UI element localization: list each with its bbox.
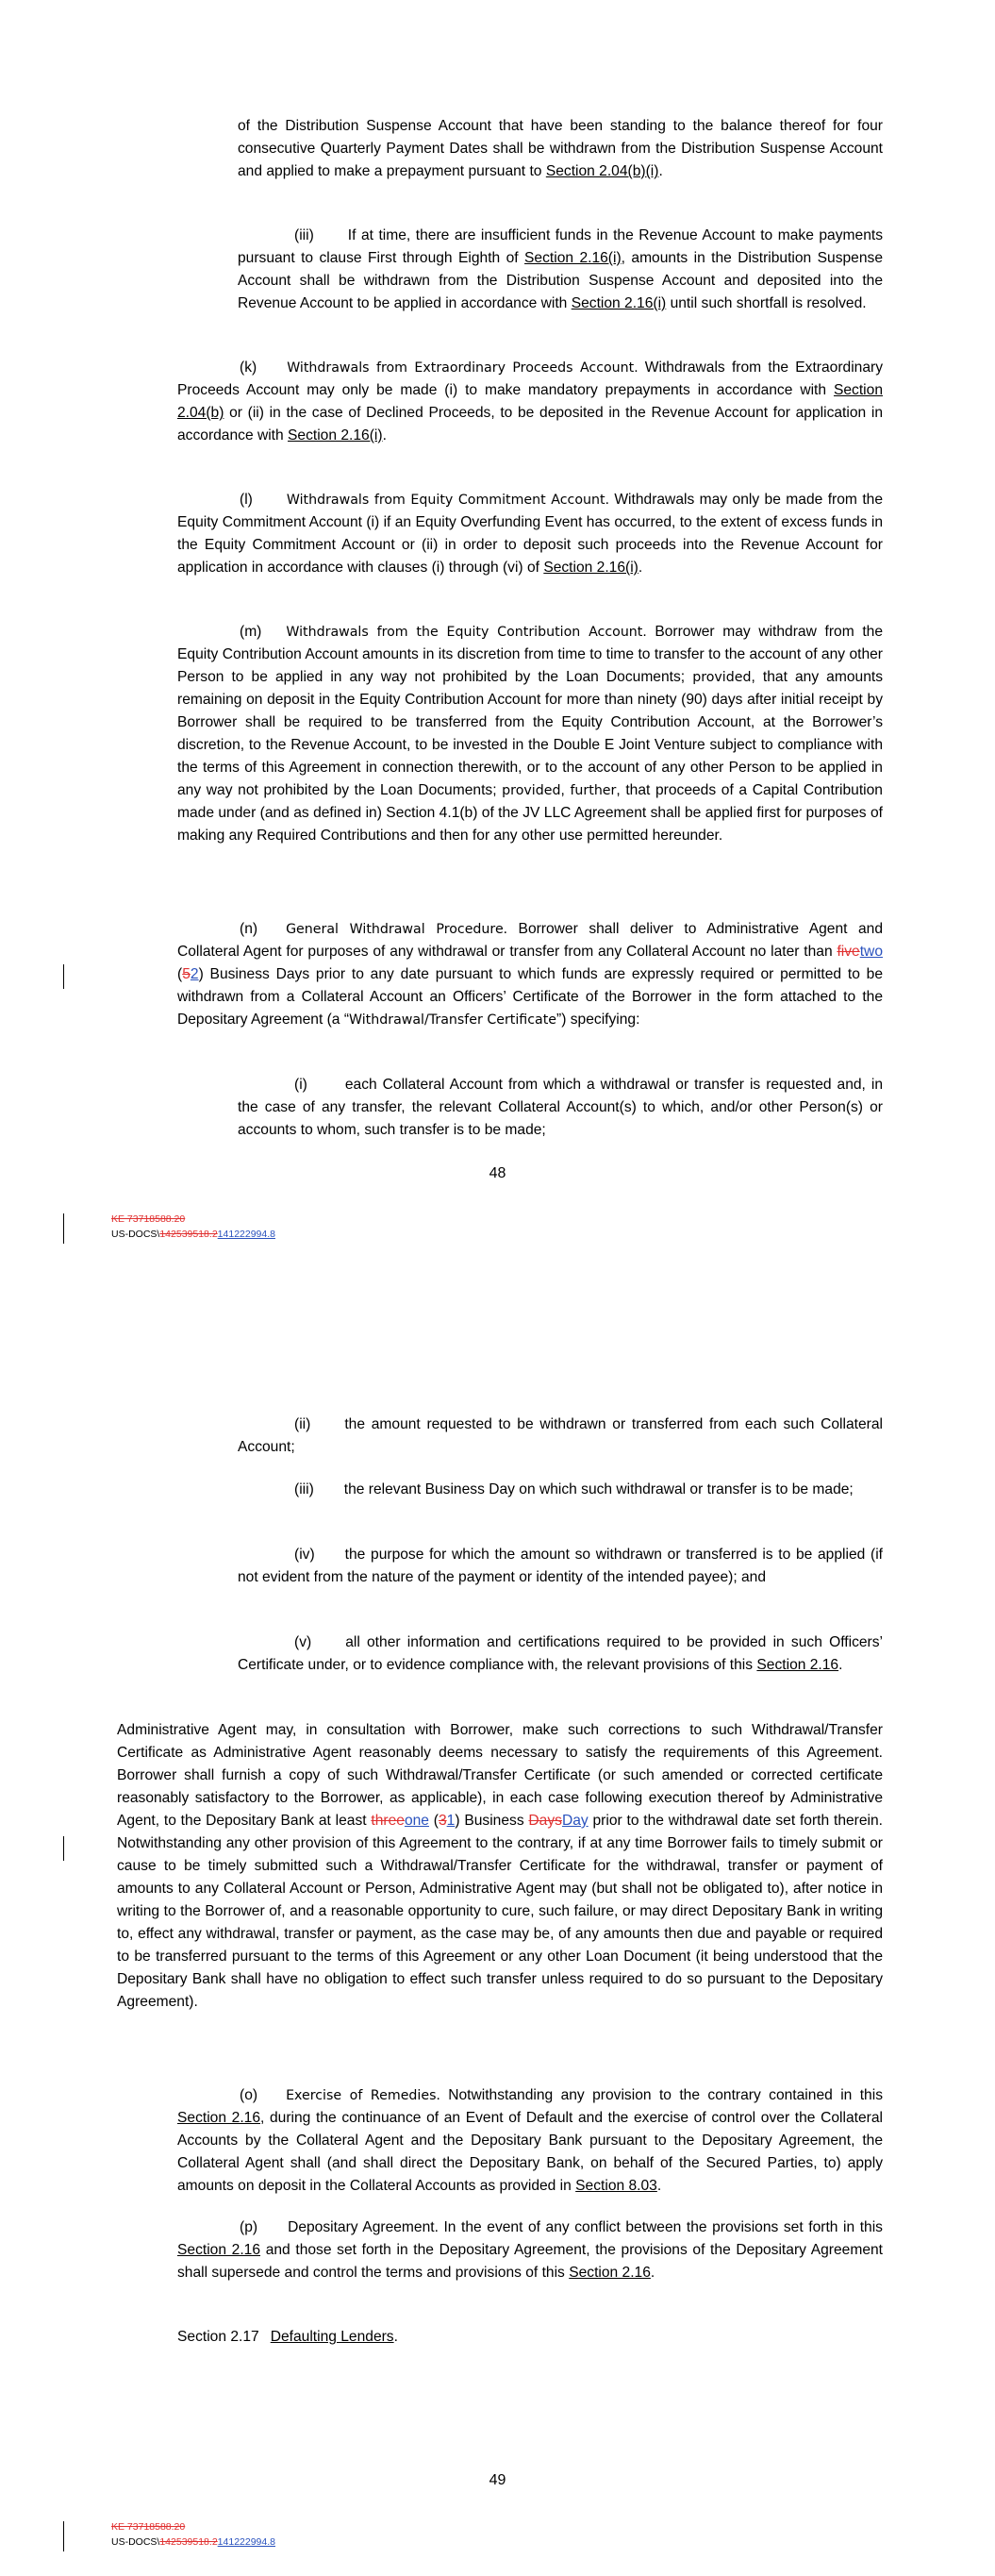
document-footer xyxy=(111,1212,275,1242)
clause-number: (iii) xyxy=(294,227,314,243)
page-number: 49 xyxy=(489,2472,506,2488)
clause-heading: Withdrawals from Extraordinary Proceeds Account xyxy=(287,360,635,376)
text: . Withdrawals may only be made from the Equity Commitment Account (i) if an Equity Overfunding Event has occurred, to the extent of excess funds in the Equity Commitment Account or (ii) in order to deposit such proceeds into the Revenue Account for application in accordance with clauses (i) through (vi) of xyxy=(177,492,883,576)
section-title: Defaulting Lenders xyxy=(270,2329,394,2345)
text: the purpose for which the amount so withdrawn or transferred is to be applied (if not evident from the nature of the payment or identity of the intended payee); and xyxy=(238,1547,883,1585)
inserted-text: 141222994.8 xyxy=(217,1229,275,1240)
section-ref: Section 2.04(b)(i) xyxy=(545,163,659,179)
text: . Borrower may withdraw from the Equity Contribution Account amounts in its discretion from time to time to transfer to the account of any other Person to be applied in any way not prohibited by the Loan Documents; xyxy=(177,624,883,685)
deleted-text: 142539518.2 xyxy=(159,1229,218,1240)
deleted-text: 142539518.2 xyxy=(159,2536,218,2548)
clause-number: (v) xyxy=(294,1634,312,1650)
text: ( xyxy=(177,966,183,982)
text: of the Distribution Suspense Account that have been standing to the balance thereof for four consecutive Quarterly Payment Dates shall be withdrawn from the Distribution Suspense Account and applied to make a prepayment pursuant to xyxy=(238,118,883,179)
text: and those set forth in the Depositary Agreement, the provisions of the Depositary Agreement shall supersede and control the terms and provisions of this xyxy=(177,2242,884,2281)
paragraph-n-clause-i xyxy=(238,1074,883,1142)
paragraph-clause-v xyxy=(238,1631,883,1677)
section-ref: Section 2.16(i) xyxy=(543,560,638,576)
inserted-text: one xyxy=(404,1813,429,1829)
section-ref: Section 2.16 xyxy=(756,1657,839,1673)
footer-us-docs-id xyxy=(111,1227,275,1242)
document-footer xyxy=(111,2519,275,2550)
clause-number: (p) xyxy=(240,2219,258,2235)
clause-number: (i) xyxy=(294,1077,307,1093)
text: , during the continuance of an Event of Default and the exercise of control over the Collateral Accounts by the Collateral Agent and the Depositary Bank pursuant to the Depositary Agreement, the Collateral Agent shall (and shall direct the Depositary Bank, on behalf of the Secured Parties, to) apply amounts on deposit in the Collateral Accounts as provided in xyxy=(177,2110,883,2194)
text: . In the event of any conflict between the provisions set forth in this xyxy=(434,2219,883,2235)
text: . xyxy=(838,1657,843,1673)
clause-number: (m) xyxy=(240,624,262,640)
deleted-text: three xyxy=(371,1813,405,1829)
text: , that proceeds of a Capital Contribution made under (and as defined in) Section 4.1(b) of the JV LLC Agreement shall be applied first for purposes of making any Required Contributions and then for any other use permitted hereunder. xyxy=(177,782,883,844)
clause-heading: Depositary Agreement xyxy=(288,2219,435,2235)
change-bar xyxy=(63,964,64,989)
paragraph-m-equity-contribution xyxy=(177,621,883,847)
section-ref: Section 2.16 xyxy=(177,2242,261,2258)
defined-term: Withdrawal/Transfer Certificate xyxy=(349,1012,557,1028)
inserted-text: 141222994.8 xyxy=(217,2536,275,2548)
text: ) Business Days prior to any date pursuant to which funds are expressly required or permitted to be withdrawn from a Collateral Account an Officers’ Certificate of the Borrower in the form attached to the Depositary Agreement (a “ xyxy=(177,966,883,1028)
paragraph-p-depositary-agreement xyxy=(177,2216,883,2284)
paragraph-l-equity-commitment xyxy=(177,489,883,579)
text: If at time, there are insufficient funds in the Revenue Account to make payments pursuant to clause First through Eighth of xyxy=(238,227,883,266)
page-number: 48 xyxy=(489,1165,506,1181)
deleted-text: 5 xyxy=(182,966,191,982)
text: or (ii) in the case of Declined Proceeds, to be deposited in the Revenue Account for application in accordance with xyxy=(177,405,883,443)
text: . Borrower shall deliver to Administrative Agent and Collateral Agent for purposes of any withdrawal or transfer from any Collateral Account no later than xyxy=(177,921,883,960)
section-ref: Section 2.16(i) xyxy=(524,250,622,266)
text: . xyxy=(658,163,663,179)
clause-number: (n) xyxy=(240,921,258,937)
text: ) Business xyxy=(455,1813,529,1829)
inserted-text: two xyxy=(859,944,883,960)
text: . xyxy=(650,2265,655,2281)
paragraph-k-extraordinary-proceeds xyxy=(177,357,883,447)
clause-heading: General Withdrawal Procedure xyxy=(286,922,504,937)
text: . xyxy=(656,2178,662,2194)
text: ( xyxy=(428,1813,439,1829)
change-bar xyxy=(63,1213,64,1244)
provided-term: provided xyxy=(502,783,561,798)
clause-heading: Withdrawals from the Equity Contribution Account xyxy=(286,625,643,640)
text: . Notwithstanding any provision to the contrary contained in this xyxy=(436,2087,883,2103)
text: , amounts in the Distribution Suspense Account shall be withdrawn from the Distribution Suspense Account and deposited into the Revenue Account to be applied in accordance with xyxy=(238,250,883,311)
clause-heading: Exercise of Remedies xyxy=(286,2088,437,2103)
deleted-text: five xyxy=(837,944,860,960)
section-ref: Section 2.16(i) xyxy=(571,295,667,311)
text: . Withdrawals from the Extraordinary Proceeds Account may only be made (i) to make mandatory prepayments in accordance with xyxy=(177,360,884,398)
inserted-text: Day xyxy=(561,1813,589,1829)
text: . xyxy=(638,560,643,576)
clause-number: (ii) xyxy=(294,1416,311,1432)
clause-number: (l) xyxy=(240,492,253,508)
paragraph-n-general-withdrawal xyxy=(177,918,883,1031)
text: the amount requested to be withdrawn or transferred from each such Collateral Account; xyxy=(238,1416,883,1455)
deleted-text: 3 xyxy=(438,1813,447,1829)
clause-number: (iv) xyxy=(294,1547,315,1563)
section-2-17-heading xyxy=(177,2326,883,2349)
text: , xyxy=(560,782,571,798)
paragraph-o-exercise-of-remedies xyxy=(177,2084,883,2198)
section-ref: Section 2.16 xyxy=(177,2110,261,2126)
text: , that any amounts remaining on deposit in the Equity Contribution Account for more than ninety (90) days after initial receipt by Borrower shall be required to be transferred from the Equity Contribution Account, at the Borrower’s discretion, to the Revenue Account, to be invested in the Double E Joint Venture subject to compliance with the terms of this Agreement in connection therewith, or to the account of any other Person to be applied in any way not prohibited by the Loan Documents; xyxy=(177,669,883,798)
paragraph-distribution-suspense-continued xyxy=(238,115,883,183)
change-bar xyxy=(63,2521,64,2551)
section-ref: Section 8.03 xyxy=(575,2178,657,2194)
footer-prefix: US-DOCS\ xyxy=(111,1229,160,1240)
paragraph-clause-iii xyxy=(238,1479,883,1501)
deleted-text: Days xyxy=(528,1813,562,1829)
paragraph-clause-ii xyxy=(238,1413,883,1459)
footer-ke-id: KE 73718588.20 xyxy=(111,1213,186,1225)
text: prior to the withdrawal date set forth therein. Notwithstanding any other provision of this Agreement to the contrary, if at any time Borrower fails to timely submit or cause to be timely submitted such a Withdrawal/Transfer Certificate for the withdrawal, transfer or payment of amounts to any Collateral Account or Person, Administrative Agent may (but shall not be obligated to), after notice in writing to the Borrower of, and a reasonable opportunity to cure, such failure, or may direct Depositary Bank in writing to, effect any withdrawal, transfer or payment, as the case may be, of any amounts then due and payable or required to be transferred pursuant to the terms of this Agreement or any other Loan Document (it being understood that the Depositary Bank shall have no obligation to effect such transfer unless required to do so pursuant to the Depositary Agreement). xyxy=(117,1813,883,2010)
text: the relevant Business Day on which such withdrawal or transfer is to be made; xyxy=(343,1481,854,1497)
footer-us-docs-id xyxy=(111,2534,275,2550)
clause-heading: Withdrawals from Equity Commitment Account xyxy=(286,493,605,508)
paragraph-administrative-agent xyxy=(117,1719,883,2014)
section-label: Section 2.17 xyxy=(177,2329,259,2345)
footer-ke-id: KE 73718588.20 xyxy=(111,2521,186,2533)
text: all other information and certifications required to be provided in such Officers’ Certificate under, or to evidence compliance with, the relevant provisions of this xyxy=(238,1634,883,1673)
change-bar xyxy=(63,1836,64,1861)
text: each Collateral Account from which a withdrawal or transfer is requested and, in the case of any transfer, the relevant Collateral Account(s) to which, and/or other Person(s) or accounts to whom, such transfer is to be made; xyxy=(238,1077,883,1138)
text: . xyxy=(393,2329,398,2345)
text: Administrative Agent may, in consultation with Borrower, make such corrections to such Withdrawal/Transfer Certificate as Administrative Agent reasonably deems necessary to satisfy the requirements of this Agreement. Borrower shall furnish a copy of such Withdrawal/Transfer Certificate (or such amended or corrected certificate reasonably satisfactory to the Borrower, as applicable), in each case following execution thereof by Administrative Agent, to the Depositary Bank at least xyxy=(117,1722,883,1829)
clause-number: (iii) xyxy=(294,1481,314,1497)
footer-prefix: US-DOCS\ xyxy=(111,2536,160,2548)
text: ”) specifying: xyxy=(556,1012,640,1028)
section-ref: Section 2.04(b) xyxy=(177,382,883,421)
text: . xyxy=(382,427,387,443)
inserted-text: 2 xyxy=(190,966,199,982)
clause-number: (k) xyxy=(240,360,257,376)
section-ref: Section 2.16 xyxy=(569,2265,651,2281)
provided-term: provided xyxy=(692,670,752,685)
clause-number: (o) xyxy=(240,2087,258,2103)
paragraph-clause-iii xyxy=(238,225,883,315)
section-ref: Section 2.16(i) xyxy=(288,427,383,443)
further-term: further xyxy=(570,783,617,798)
text: until such shortfall is resolved. xyxy=(666,295,867,311)
paragraph-clause-iv xyxy=(238,1544,883,1589)
inserted-text: 1 xyxy=(446,1813,456,1829)
